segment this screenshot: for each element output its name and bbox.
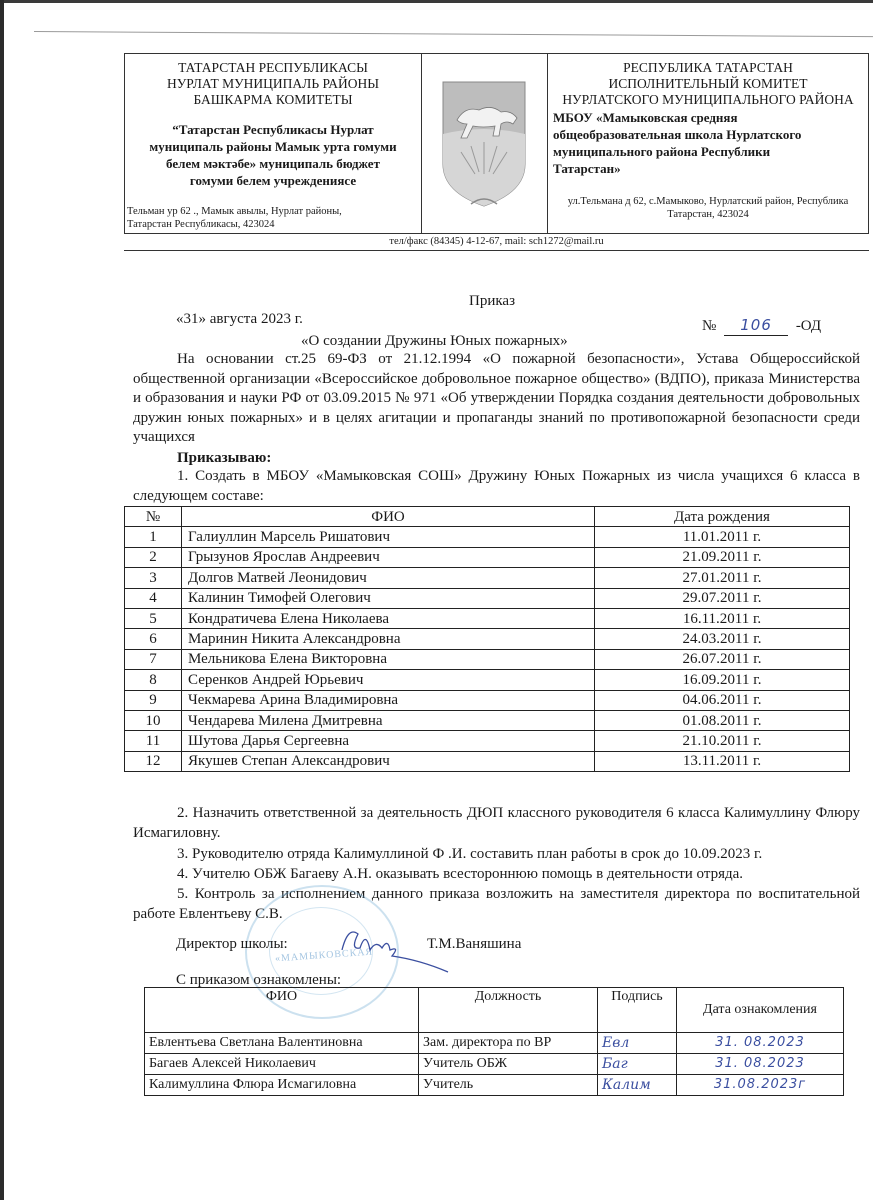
order-item-4: 4. Учителю ОБЖ Багаеву А.Н. оказывать всестороннюю помощь в деятельности отряда. bbox=[177, 866, 744, 882]
row-number: 6 bbox=[125, 629, 182, 649]
column-header: Дата рождения bbox=[595, 507, 850, 527]
student-name: Долгов Матвей Леонидович bbox=[182, 568, 595, 588]
table-row bbox=[125, 629, 850, 649]
row-number: 2 bbox=[125, 547, 182, 567]
table-row bbox=[145, 1075, 844, 1096]
scan-edge bbox=[0, 0, 4, 1200]
table-row bbox=[125, 710, 850, 730]
order-preamble: На основании ст.25 69-ФЗ от 21.12.1994 «О пожарной безопасности», Устава Общероссийской общественной организации «Всероссийское добровольное пожарное общество» (ВДПО), приказа Министерства и образования и науки РФ от 03.09.2015 № 971 «Об утверждении Порядка создания деятельности добровольных дружин юных пожарных» и в целях агитации и пропаганды знаний по противопожарной безопасности среди учащихся bbox=[133, 351, 860, 445]
column-header: № bbox=[125, 507, 182, 527]
letterhead-russian bbox=[547, 54, 869, 233]
position: Учитель ОБЖ bbox=[419, 1054, 598, 1075]
column-header: ФИО bbox=[182, 507, 595, 527]
signature: Калим bbox=[598, 1075, 677, 1096]
birth-date: 21.09.2011 г. bbox=[595, 547, 850, 567]
student-name: Шутова Дарья Сергеевна bbox=[182, 731, 595, 751]
table-row bbox=[125, 670, 850, 690]
position: Зам. директора по ВР bbox=[419, 1033, 598, 1054]
student-name: Грызунов Ярослав Андреевич bbox=[182, 547, 595, 567]
order-item-5: 5. Контроль за исполнением данного приказа возложить на заместителя директора по воспитательной работе Евлентьеву С.В. bbox=[133, 886, 860, 922]
row-number: 8 bbox=[125, 670, 182, 690]
letterhead-tatar bbox=[125, 54, 422, 233]
row-number: 5 bbox=[125, 608, 182, 628]
table-row bbox=[125, 608, 850, 628]
student-name: Маринин Никита Александровна bbox=[182, 629, 595, 649]
birth-date: 27.01.2011 г. bbox=[595, 568, 850, 588]
birth-date: 24.03.2011 г. bbox=[595, 629, 850, 649]
row-number: 7 bbox=[125, 649, 182, 669]
contact-line: тел/факс (84345) 4-12-67, mail: sch1272@mail.ru bbox=[124, 234, 869, 251]
table-row bbox=[125, 751, 850, 771]
acquaint-date: 31. 08.2023 bbox=[677, 1054, 844, 1075]
stamp-text: «МАМЫКОВСКАЯ bbox=[274, 946, 374, 965]
student-name: Кондратичева Елена Николаева bbox=[182, 608, 595, 628]
student-name: Чекмарева Арина Владимировна bbox=[182, 690, 595, 710]
position: Учитель bbox=[419, 1075, 598, 1096]
coat-of-arms bbox=[421, 54, 548, 233]
birth-date: 01.08.2011 г. bbox=[595, 710, 850, 730]
acquaint-date: 31.08.2023г bbox=[677, 1075, 844, 1096]
order-item-2: 2. Назначить ответственной за деятельность ДЮП классного руководителя 6 класса Калимуллину Флюру Исмагиловну. bbox=[133, 805, 860, 841]
order-item-3: 3. Руководителю отряда Калимуллиной Ф .И. составить план работы в срок до 10.09.2023 г. bbox=[177, 846, 763, 862]
org-name-tatar: “Татарстан Республикасы Нурлат муниципаль районы Мамык урта гомуми белем мәктәбе» муниципаль бюджет гомуми белем учреждениясе bbox=[149, 122, 397, 188]
table-row bbox=[125, 690, 850, 710]
birth-date: 26.07.2011 г. bbox=[595, 649, 850, 669]
scan-edge bbox=[0, 0, 873, 3]
letterhead bbox=[124, 53, 869, 234]
student-name: Якушев Степан Александрович bbox=[182, 751, 595, 771]
student-name: Серенков Андрей Юрьевич bbox=[182, 670, 595, 690]
student-name: Калинин Тимофей Олегович bbox=[182, 588, 595, 608]
address-russian: ул.Тельмана д 62, с.Мамыково, Нурлатский район, Республика Татарстан, 423024 bbox=[567, 196, 849, 220]
table-row bbox=[145, 1033, 844, 1054]
row-number: 12 bbox=[125, 751, 182, 771]
row-number: 3 bbox=[125, 568, 182, 588]
order-subject: «О создании Дружины Юных пожарных» bbox=[301, 333, 568, 349]
table-header-row bbox=[125, 507, 850, 527]
table-row bbox=[145, 1054, 844, 1075]
row-number: 1 bbox=[125, 527, 182, 547]
student-name: Мельникова Елена Викторовна bbox=[182, 649, 595, 669]
birth-date: 16.11.2011 г. bbox=[595, 608, 850, 628]
birth-date: 16.09.2011 г. bbox=[595, 670, 850, 690]
birth-date: 13.11.2011 г. bbox=[595, 751, 850, 771]
column-header: ФИО bbox=[145, 988, 419, 1033]
order-number: № 106 -ОД bbox=[702, 316, 822, 334]
column-header: Дата ознакомления bbox=[677, 988, 844, 1033]
person-name: Багаев Алексей Николаевич bbox=[145, 1054, 419, 1075]
acquaint-table bbox=[144, 987, 844, 1096]
acquaint-label: С приказом ознакомлены: bbox=[176, 972, 342, 988]
column-header: Должность bbox=[419, 988, 598, 1033]
table-row bbox=[125, 568, 850, 588]
table-header-row bbox=[145, 988, 844, 1033]
student-name: Чендарева Милена Дмитревна bbox=[182, 710, 595, 730]
row-number: 11 bbox=[125, 731, 182, 751]
row-number: 4 bbox=[125, 588, 182, 608]
order-item-1: 1. Создать в МБОУ «Мамыковская СОШ» Дружину Юных Пожарных из числа учащихся 6 класса в следующем составе: bbox=[133, 468, 860, 504]
order-date: «31» августа 2023 г. bbox=[176, 311, 303, 327]
birth-date: 21.10.2011 г. bbox=[595, 731, 850, 751]
column-header: Подпись bbox=[598, 988, 677, 1033]
birth-date: 11.01.2011 г. bbox=[595, 527, 850, 547]
order-directive: Приказываю: bbox=[177, 450, 272, 466]
birth-date: 29.07.2011 г. bbox=[595, 588, 850, 608]
row-number: 9 bbox=[125, 690, 182, 710]
gov-name-russian: РЕСПУБЛИКА ТАТАРСТАН ИСПОЛНИТЕЛЬНЫЙ КОМИТЕТ НУРЛАТСКОГО МУНИЦИПАЛЬНОГО РАЙОНА bbox=[562, 60, 854, 107]
divider bbox=[34, 31, 873, 37]
person-name: Евлентьева Светлана Валентиновна bbox=[145, 1033, 419, 1054]
table-row bbox=[125, 527, 850, 547]
director-label: Директор школы: bbox=[176, 936, 288, 952]
director-name: Т.М.Ваняшина bbox=[427, 936, 522, 952]
org-name-russian: МБОУ «Мамыковская средняя общеобразовательная школа Нурлатского муниципального района Республики Татарстан» bbox=[553, 110, 802, 176]
student-name: Галиуллин Марсель Ришатович bbox=[182, 527, 595, 547]
table-row bbox=[125, 649, 850, 669]
acquaint-date: 31. 08.2023 bbox=[677, 1033, 844, 1054]
order-number-handwritten: 106 bbox=[740, 316, 772, 334]
table-row bbox=[125, 547, 850, 567]
row-number: 10 bbox=[125, 710, 182, 730]
person-name: Калимуллина Флюра Исмагиловна bbox=[145, 1075, 419, 1096]
birth-date: 04.06.2011 г. bbox=[595, 690, 850, 710]
signature: Евл bbox=[598, 1033, 677, 1054]
gov-name-tatar: ТАТАРСТАН РЕСПУБЛИКАСЫ НУРЛАТ МУНИЦИПАЛЬ РАЙОНЫ БАШКАРМА КОМИТЕТЫ bbox=[166, 60, 380, 107]
coat-of-arms-icon bbox=[421, 54, 547, 233]
order-title: Приказ bbox=[469, 293, 516, 309]
address-tatar: Тельман ур 62 ., Мамык авылы, Нурлат районы, Татарстан Республикасы, 423024 bbox=[127, 206, 342, 230]
signature: Баг bbox=[598, 1054, 677, 1075]
table-row bbox=[125, 731, 850, 751]
table-row bbox=[125, 588, 850, 608]
members-table bbox=[124, 506, 850, 772]
